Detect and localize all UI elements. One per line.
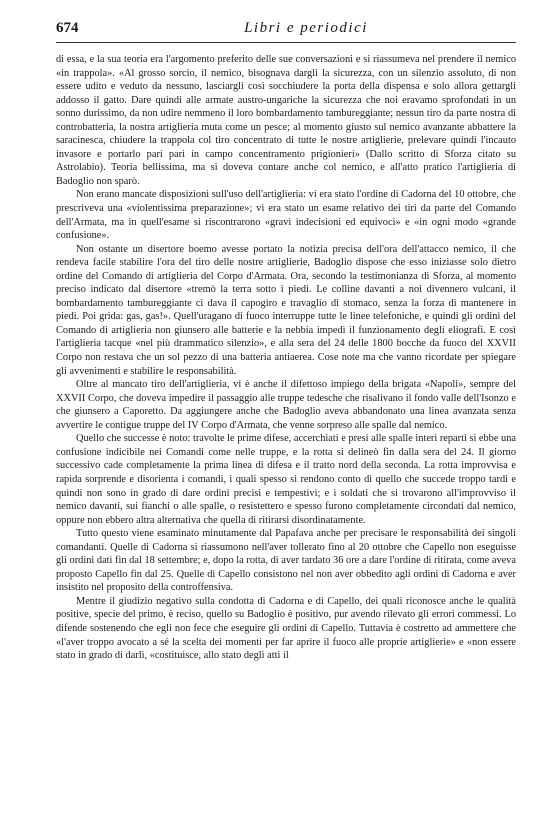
page-header [56, 20, 516, 43]
paragraph: Non erano mancate disposizioni sull'uso dell'artiglieria: vi era stato l'ordine di Cadorna del 10 ottobre, che prescriveva una «violentissima preparazione»; vi era stato un esame relativo dei tiri da parte del Comando dell'Armata, ma in quell'esame si riscontrarono «gravi indecisioni ed equivoci» e «in ogni modo «grande confusione». [56, 189, 516, 242]
paragraph: Oltre al mancato tiro dell'artiglieria, vi è anche il difettoso impiego della brigata «Napoli», sempre del XXVII Corpo, che doveva impedire il passaggio alle truppe tedesche che risalivano il fondo valle dell'Isonzo e che giunsero a Caporetto. Da aggiungere anche che Badoglio aveva abbandonato una linea avanzata senza avvertire le contigue truppe del IV Corpo d'Armata, che venne sorpreso alle spalle dal nemico. [56, 379, 516, 431]
paragraph: Mentre il giudizio negativo sulla condotta di Cadorna e di Capello, dei quali riconosce anche le qualità positive, specie del primo, è reciso, quello su Badoglio è positivo, pur avendo rilevato gli errori commessi. Lo difende sostenendo che egli non fece che eseguire gli ordini di Capello. Tuttavia è costretto ad ammettere che «l'aver troppo avocato a sé la scelta dei momenti per far aprire il fuoco alle proprie artiglierie» e «non essere stato in grado di darli, «costituisce, allo stato degli atti il [56, 595, 516, 662]
page-number: 674 [56, 20, 79, 36]
paragraph: Tutto questo viene esaminato minutamente dal Papafava anche per precisare le responsabilità dei singoli comandanti. Quelle di Cadorna si riassumono nell'aver tollerato fino al 20 ottobre che Capello non eseguisse gli ordini dati fin dal 18 settembre; e, dopo la rotta, di aver tardato 36 ore a dare l'ordine di ritirata, come aveva proposto Capello fin dal 25. Quelle di Capello consistono nel non aver obbedito agli ordini di Cadorna e aver insistito nel proposito della controffensiva. [56, 528, 516, 594]
paragraph: Quello che successe è noto: travolte le prime difese, accerchiati e presi alle spalle interi reparti si ebbe una confusione indicibile nei Comandi come nelle truppe, e la rotta si delineò fin dalla sera del 24. Il giorno successivo cade completamente la prima linea di difesa e il tratto nord della seconda. La rotta improvvisa e rapida sorprende e disorienta i comandi, i quali spesso si rendono conto di quello che succede troppo tardi e quindi non sono in grado di dare ordini precisi e tempestivi; e i soldati che si trovarono all'improvviso il nemico davanti, sui fianchi o alle spalle, o resistettero e spesso furono completamente circondati dal nemico, oppure non ebbero altra alternativa che quella di ritirarsi disordinatamente. [56, 433, 516, 526]
body-text [56, 53, 516, 663]
paragraph: di essa, e la sua teoria era l'argomento preferito delle sue conversazioni e si riassumeva nel prendere il nemico «in trappola». «Al grosso sorcio, il nemico, bisognava dargli la sicurezza, con un silenzio assoluto, di non essere udito e veduto da nessuno, lasciargli così socchiudere la porta della dispensa e solo allora gettargli addosso il gatto. Dare quindi alle armate austro-ungariche la sicurezza che noi eravamo sprofondati in un sonno durissimo, da non udire nemmeno il loro bombardamento tambureggiante; nessun tiro da parte nostra di controbatteria, la nostra artiglieria muta come un pesce; al momento giusto sul nemico avanzante abbattere la saracinesca, chiudere la trappola col tiro concentrato di tutte le nostre artiglierie, prelevare quindi l'incauto invasore e portarlo pari pari in campo concentramento prigionieri» (Dallo scritto di Sforza citato su Astrolabio). Teoria bellissima, ma si doveva contare anche col nemico, e all'atto pratico l'artiglieria di Badoglio non sparò. [56, 54, 516, 187]
paragraph: Non ostante un disertore boemo avesse portato la notizia precisa dell'ora dell'attacco nemico, il che rendeva facile stabilire l'ora del tiro delle nostre artiglierie, Badoglio dispose che esso iniziasse solo dietro ordine del Comando di artiglieria del Corpo d'Armata. Ora, secondo la testimonianza di Sforza, al momento preciso indicato dal disertore «tremò la terra sotto i piedi. Le colline davanti a noi divennero vulcani, il bombardamento tambureggiante ci dava il capogiro e travaglio di stomaco, senza la forza di mantenere in piedi. Poi grida: gas, gas!». Quell'uragano di fuoco interruppe tutte le linee telefoniche, e quindi gli ordini del Comando di artiglieria non giunsero alle batterie e la nebbia impedì il funzionamento degli eliografi. E così l'artiglieria tacque «nel più drammatico silenzio», e alla sera del 24 delle 1800 bocche da fuoco del XXVII Corpo non restava che un sol pezzo di una batteria antiaerea. Cose note ma che vanno ricordate per spiegare gli avvenimenti e stabilire le responsabilità. [56, 243, 516, 377]
running-title: Libri e periodici [244, 20, 368, 36]
